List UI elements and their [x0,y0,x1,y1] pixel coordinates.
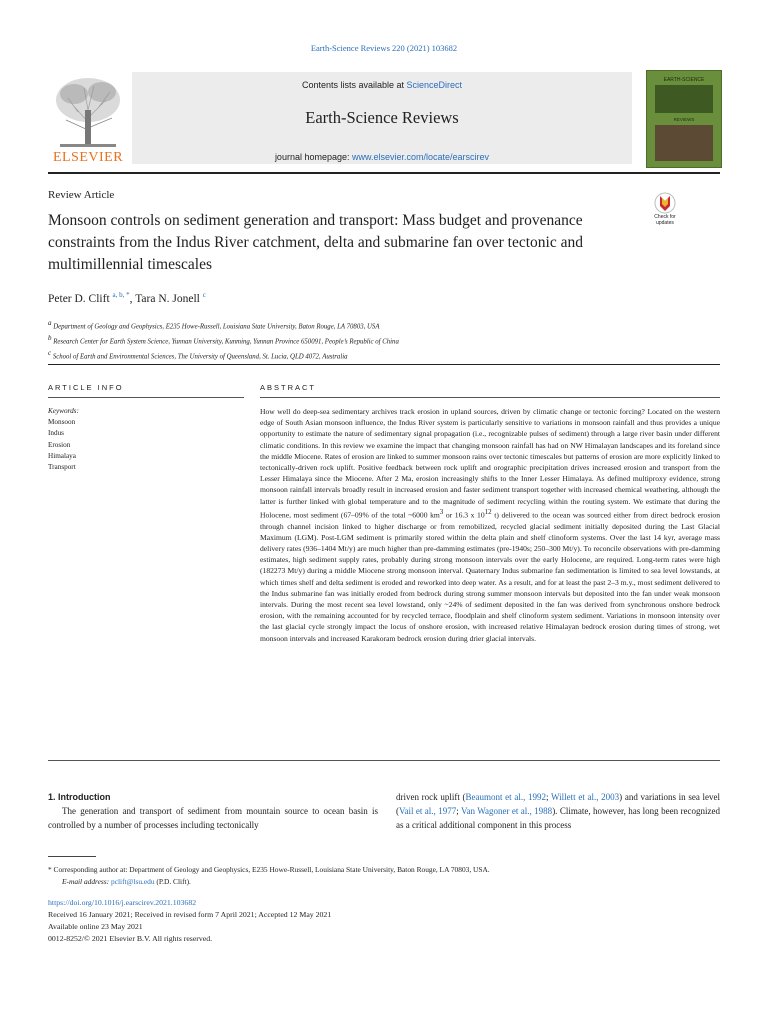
affiliation-text: Research Center for Earth System Science, Yunnan University, Kunming, Yunnan Province 650091, People’s Republic of China [53,338,399,346]
section-heading-introduction: 1. Introduction [48,792,111,802]
keywords-list [48,406,79,473]
journal-reference[interactable]: Earth-Science Reviews 220 (2021) 103682 [310,43,458,53]
keyword: Transport [48,463,76,472]
intro-column-right [396,790,720,832]
intro-text: ; [456,806,461,816]
crossmark-label-2: updates [656,220,674,226]
cover-photo [655,125,713,161]
header-rule [48,172,720,174]
available-online: Available online 23 May 2021 [48,922,143,931]
abstract-text [260,406,720,644]
journal-homepage-link[interactable]: www.elsevier.com/locate/earscirev [352,152,490,162]
crossmark-icon[interactable] [650,192,680,228]
author-name: Tara N. Jonell [135,292,200,305]
abstract-part: t) delivered to the ocean was sourced either from direct bedrock erosion through channel incision linked to higher discharge or from remobilized, recycled glacial sediment initially deposited during the Last Glacial Maximum (LGM). Post-LGM sediment is primarily stored within the delta plain and shelf clinoform systems. Over the last 14 kyr, average mass delivery rates (936–1404 Mt/y) are much higher than pre-damming estimates (pre-1940s; 250–300 Mt/y). To reconcile observations with pre-damming estimates, high sediment supply rates, probably during strong monsoon intervals over the early Holocene, are required. Long-term rates were high (182273 Mt/y) during a middle Miocene strong monsoon interval. Quaternary Indus submarine fan sedimentation is limited to sea level lowstands, at which times shelf and delta sediment is eroded and reworked into deep water. As a result, and for at least the past 2–3 m.y., most sediment delivered to the Indus submarine fan was initially eroded from bedrock during strong summer monsoon intervals but deposited into the fan under weak monsoon intervals. During the most recent sea level lowstand, only ~24% of sediment deposited in the fan was derived from synchronous onshore bedrock erosion, with the remaining accounted for by recycled terrace, floodplain and shelf clinoform system sediment. Variations in monsoon intensity over the last glacial cycle strongly impact the locus of onshore erosion, with increased relative Himalayan bedrock erosion during times of strong, wet monsoon intervals and increased Karakoram bedrock erosion during drier glacial intervals. [260,510,720,643]
crossmark-label-1: Check for [654,214,676,220]
affiliation-mark: a [48,319,52,327]
intro-text: ; [546,792,552,802]
intro-column-left [48,790,378,832]
homepage-prefix: journal homepage: [274,152,352,162]
email-note [48,876,720,888]
abstract-superscript: 3 [439,507,444,516]
journal-cover-icon[interactable] [646,70,722,168]
affiliations [48,318,708,362]
corresponding-author-note: * Corresponding author at: Department of Geology and Geophysics, E235 Howe-Russell, Louisiana State University, Baton Rouge, LA 70803, USA. [48,865,490,874]
cover-title: EARTH-SCIENCE [663,77,705,83]
intro-text: ) and variations in sea level ( [396,792,721,816]
citation-link[interactable]: Van Wagoner et al., 1988 [460,806,553,816]
email-link[interactable]: pclift@lsu.edu [111,877,155,886]
keyword: Monsoon [48,418,76,427]
citation-link[interactable]: Beaumont et al., 1992 [465,792,547,802]
citation-link[interactable]: Willett et al., 2003 [551,792,620,802]
journal-title: Earth-Science Reviews [305,108,459,127]
abstract-part: How well do deep-sea sedimentary archives track erosion in upland sources, driven by climatic change or tectonic forcing? Located on the western edge of South Asian monsoon influence, the Indus River system is particularly sensitive to variations in monsoon rainfall and thus provides a unique opportunity to estimate the nature of sedimentary signal propagation (i.e., recognizable pulses of sediment) through a large river basin under different climatic conditions. In this review we examine the impact that changing monsoon rainfall has had on NW Himalayan landscapes and its foreland since the middle Miocene. Rates of erosion are linked to summer monsoon rains over tectonic timescales but patterns of erosion are more explicitly linked to tectonically-driven rock uplift. Positive feedback between rock uplift and orographic precipitation drives increased erosion and transport from the Lesser Himalaya since the Miocene. After 2 Ma, erosion increasingly shifts to the Inner Lesser Himalaya. As defined multiproxy evidence, strong monsoon rainfall intervals broadly result in increased erosion and faster sediment transport together with increased chemical weathering, although the latter is further linked with global temperature and to the magnitude of sediment recycling within the routing system. We estimate that during the Holocene, most sediment (67–09% of the total ~6000 km [260,407,720,520]
abstract-end-rule [48,760,720,761]
elsevier-tree-icon[interactable] [48,70,128,166]
footnote-rule [48,856,96,857]
abstract-superscript: 12 [484,507,492,516]
affiliation-text: Department of Geology and Geophysics, E235 Howe-Russell, Louisiana State University, Baton Rouge, LA 70803, USA [53,323,380,331]
article-type: Review Article [48,189,115,201]
keyword: Himalaya [48,451,76,460]
section-rule [48,364,720,365]
article-info-rule [48,397,244,398]
journal-banner [132,72,632,164]
author-list [48,291,206,305]
contents-line [132,80,632,90]
email-label: E-mail address: [62,877,110,886]
sciencedirect-link[interactable]: ScienceDirect [406,80,463,90]
journal-header [48,70,720,168]
affiliation-text: School of Earth and Environmental Sciences, The University of Queensland, St. Lucia, QLD 4072, Australia [52,352,348,360]
author-affiliation-marker[interactable]: c [202,291,206,299]
homepage-line [132,152,632,162]
elsevier-wordmark: ELSEVIER [52,150,124,165]
author-separator: , [129,292,136,305]
abstract-part: or 16.3 x 10 [443,510,485,520]
paper-title: Monsoon controls on sediment generation and transport: Mass budget and provenance constraints from the Indus River catchment, delta and submarine fan over tectonic and multimillennial timescales [48,212,583,273]
intro-text: ). Climate, however, has long been recognized as a critical additional component in this process [396,806,720,830]
keywords-heading: Keywords: [48,407,79,415]
keyword: Indus [48,429,64,438]
article-info-label: ARTICLE INFO [48,383,124,392]
doi-link[interactable]: https://doi.org/10.1016/j.earscirev.2021.103682 [48,898,197,907]
cover-subtitle: REVIEWS [673,117,695,122]
affiliation-item [48,318,708,333]
affiliation-mark: c [48,348,52,357]
publication-info [48,897,331,945]
author-name: Peter D. Clift [48,292,110,305]
author-affiliation-marker[interactable]: a, b, * [112,291,130,299]
citation-link[interactable]: Vail et al., 1977 [399,806,457,816]
abstract-label: ABSTRACT [260,383,317,392]
cover-photo [655,85,713,113]
intro-text: driven rock uplift ( [396,792,466,802]
keyword: Erosion [48,440,71,449]
affiliation-item [48,348,708,363]
affiliation-item [48,333,708,348]
copyright: 0012-8252/© 2021 Elsevier B.V. All rights reserved. [48,934,213,943]
email-suffix: (P.D. Clift). [154,877,191,886]
abstract-rule [260,397,720,398]
footnotes [48,864,720,888]
received-dates: Received 16 January 2021; Received in revised form 7 April 2021; Accepted 12 May 2021 [48,910,332,919]
contents-prefix: Contents lists available at [301,80,407,90]
affiliation-mark: b [48,333,52,342]
intro-paragraph: The generation and transport of sediment from mountain source to ocean basin is controlled by a number of processes including tectonically [48,806,378,830]
